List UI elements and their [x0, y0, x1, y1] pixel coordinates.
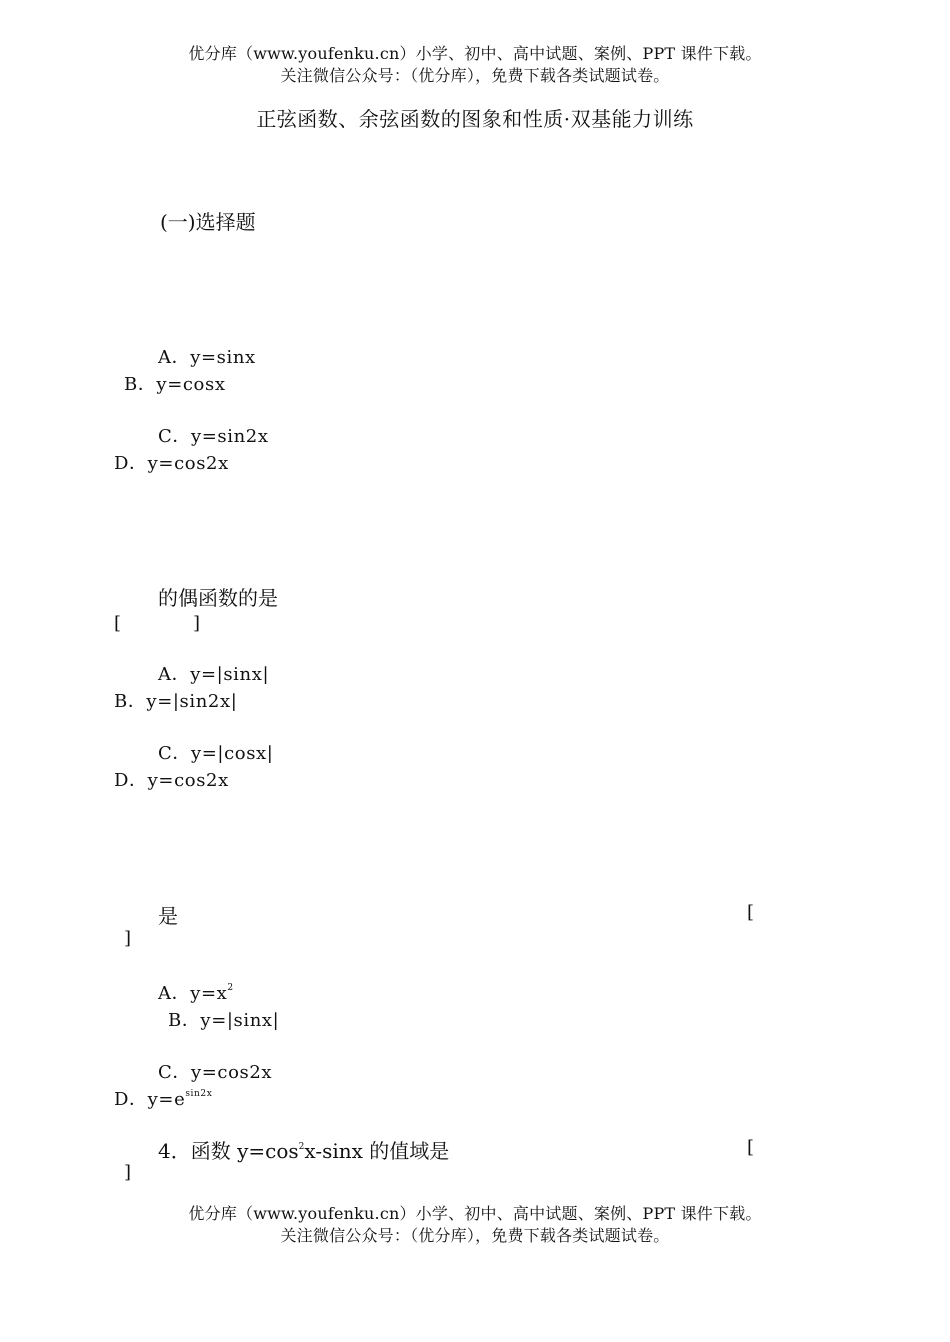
q3-option-c: C．y=cos2x [158, 1062, 273, 1083]
q2-stem: 的偶函数的是 [158, 586, 278, 610]
header-line-1: 优分库（www.youfenku.cn）小学、初中、高中试题、案例、PPT 课件下载。 [188, 44, 762, 63]
section-heading: (一)选择题 [160, 210, 256, 234]
q4-stem-suffix: x-sinx 的值域是 [304, 1139, 450, 1163]
q3-bracket-open: [ [747, 902, 755, 923]
q1-option-c: C．y=sin2x [158, 426, 269, 447]
q2-option-a: A．y=|sinx| [158, 664, 270, 685]
q2-option-c: C．y=|cosx| [158, 743, 274, 764]
q2-option-d: D．y=cos2x [114, 770, 229, 791]
q2-answer-bracket: [ ] [114, 613, 201, 634]
q3-bracket-close: ] [124, 928, 132, 949]
header-line-2: 关注微信公众号：（优分库），免费下载各类试题试卷。 [280, 66, 670, 85]
q3-option-d [114, 1085, 212, 1111]
q4-stem-prefix: 4．函数 y=cos [158, 1139, 299, 1163]
q3-option-d-text: D．y=e [114, 1089, 186, 1110]
q2-option-b: B．y=|sin2x| [114, 691, 238, 712]
q3-option-a [158, 979, 234, 1005]
q4-bracket-open: [ [747, 1137, 755, 1158]
q1-option-b: B．y=cosx [124, 374, 226, 395]
q4-bracket-close: ] [124, 1162, 132, 1183]
footer-line-1: 优分库（www.youfenku.cn）小学、初中、高中试题、案例、PPT 课件下载。 [188, 1204, 762, 1223]
q4-stem [158, 1135, 449, 1164]
q3-stem: 是 [158, 904, 178, 928]
q3-option-d-exponent: sin2x [185, 1089, 213, 1099]
q1-option-d: D．y=cos2x [114, 453, 229, 474]
footer-line-2: 关注微信公众号：（优分库），免费下载各类试题试卷。 [280, 1226, 670, 1245]
q3-option-b: B．y=|sinx| [168, 1010, 280, 1031]
q1-option-a: A．y=sinx [158, 347, 256, 368]
q3-option-a-exponent: 2 [227, 983, 234, 993]
q4-stem-exponent: 2 [298, 1142, 305, 1152]
q3-option-a-text: A．y=x [158, 983, 228, 1004]
page-title: 正弦函数、余弦函数的图象和性质·双基能力训练 [256, 107, 694, 131]
